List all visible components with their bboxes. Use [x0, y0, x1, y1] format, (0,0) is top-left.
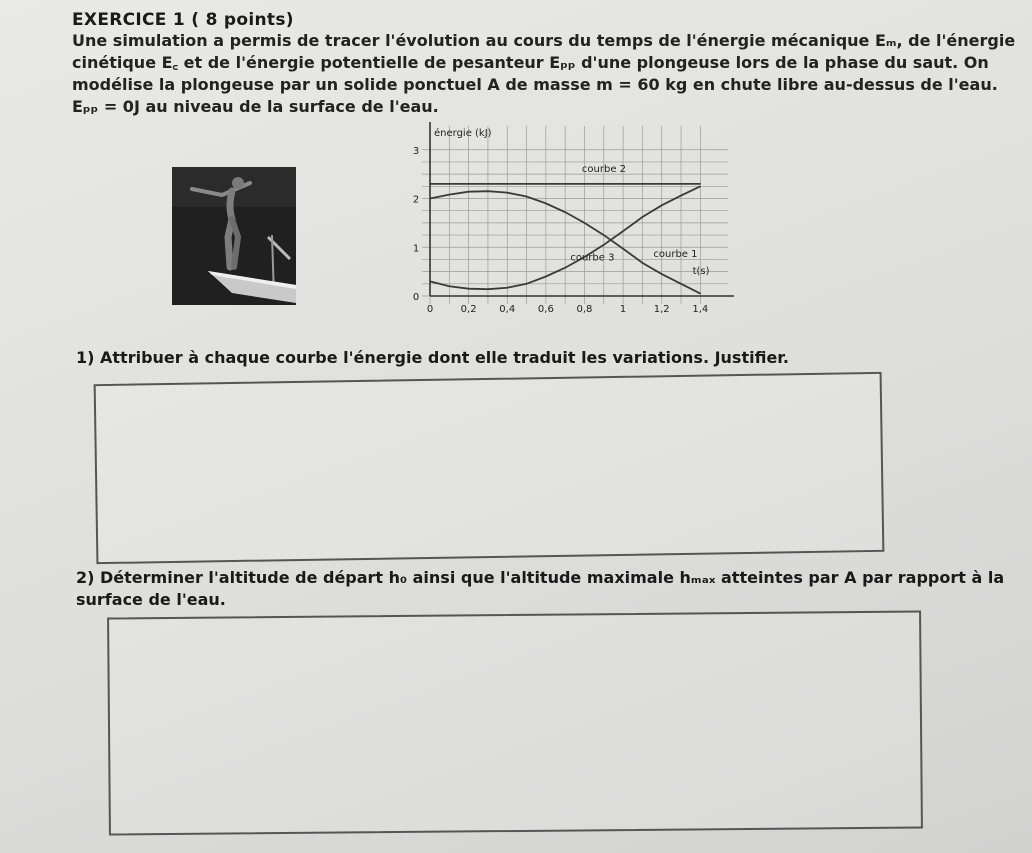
series-point	[429, 183, 430, 184]
series-point	[449, 286, 450, 287]
intro-line-3: modélise la plongeuse par un solide ponctuel A de masse m = 60 kg en chute libre au-dessus de l'eau.	[72, 75, 998, 94]
series-label: courbe 3	[570, 252, 615, 264]
series-point	[507, 287, 508, 288]
intro-line-4: Eₚₚ = 0J au niveau de la surface de l'eau.	[72, 97, 439, 116]
intro-line-2: cinétique E꜀ et de l'énergie potentielle de pesanteur Eₚₚ d'une plongeuse lors de la phase du saut. On	[72, 53, 989, 72]
series-point	[700, 293, 701, 294]
chart-axes	[430, 122, 734, 296]
x-tick-label: 1	[619, 304, 627, 315]
chart-grid	[422, 126, 728, 304]
series-point	[429, 281, 430, 282]
y-axis-label: énergie (kJ)	[434, 128, 492, 139]
series-point	[429, 198, 430, 199]
question-2-line-2: surface de l'eau.	[76, 590, 226, 609]
x-axis-label: t(s)	[692, 266, 710, 278]
x-tick-label: 0,2	[460, 304, 477, 315]
series-point	[661, 205, 662, 206]
series-point	[680, 283, 681, 284]
series-point	[603, 244, 604, 245]
series-point	[526, 283, 527, 284]
series-point	[700, 183, 701, 184]
diver-photo	[172, 167, 296, 305]
series-point	[642, 262, 643, 263]
series-point	[642, 216, 643, 217]
series-point	[468, 288, 469, 289]
series-point	[468, 191, 469, 192]
series-point	[565, 212, 566, 213]
x-tick-label: 1,4	[692, 304, 709, 315]
series-label: courbe 2	[581, 163, 627, 175]
series-point	[487, 289, 488, 290]
series-point	[449, 194, 450, 195]
series-point	[623, 231, 624, 232]
series-point	[700, 186, 701, 187]
y-tick-label: 0	[412, 292, 420, 303]
series-point	[603, 234, 604, 235]
exercise-title: EXERCICE 1 ( 8 points)	[72, 10, 294, 30]
series-point	[545, 203, 546, 204]
series-point	[623, 248, 624, 249]
y-tick-label: 2	[412, 194, 420, 206]
series-point	[526, 196, 527, 197]
diver-illustration	[172, 167, 296, 305]
x-tick-label: 0,8	[576, 304, 593, 315]
x-tick-label: 0,4	[499, 304, 516, 315]
series-point	[565, 267, 566, 268]
series-label: courbe 1	[653, 248, 698, 260]
y-tick-label: 3	[412, 145, 420, 157]
series-point	[487, 191, 488, 192]
energy-chart-svg	[398, 118, 738, 318]
question-1: 1) Attribuer à chaque courbe l'énergie dont elle traduit les variations. Justifier.	[76, 348, 789, 367]
series-point	[680, 195, 681, 196]
x-tick-label: 0	[426, 304, 434, 315]
energy-chart	[398, 118, 738, 318]
intro-line-1: Une simulation a permis de tracer l'évolution au cours du temps de l'énergie mécanique Eₘ, de l'énergie	[72, 31, 1016, 50]
y-tick-label: 1	[412, 243, 420, 255]
answer-box-1[interactable]	[94, 372, 885, 564]
x-tick-label: 1,2	[653, 304, 670, 315]
series-point	[661, 273, 662, 274]
series-point	[507, 192, 508, 193]
x-tick-label: 0,6	[537, 304, 554, 315]
question-2-line-1: 2) Déterminer l'altitude de départ h₀ ainsi que l'altitude maximale hₘₐₓ atteintes par A par rapport à la	[76, 568, 1005, 587]
series-point	[584, 222, 585, 223]
series-point	[545, 276, 546, 277]
exercise-intro	[72, 30, 1016, 118]
answer-box-2[interactable]	[107, 610, 923, 835]
